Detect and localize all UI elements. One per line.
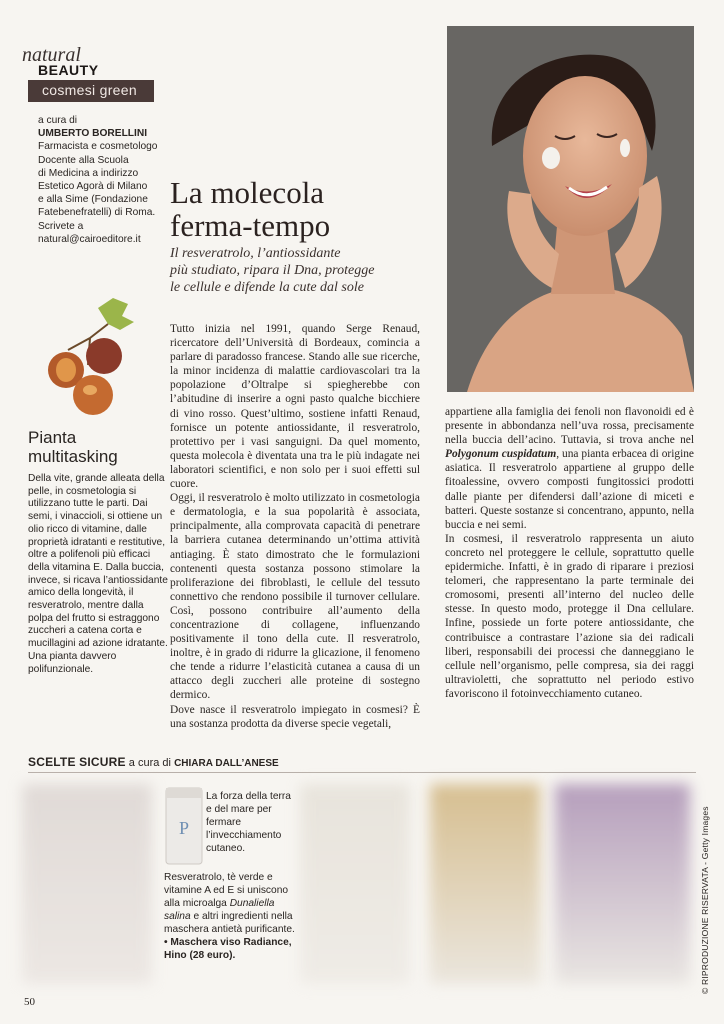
blurred-product-1 (22, 784, 152, 984)
curator-line: di Medicina a indirizzo (38, 167, 139, 179)
blurred-product-4 (430, 784, 540, 984)
curator-line: Farmacista e cosmetologo (38, 141, 158, 153)
article-column-2 (445, 405, 694, 701)
subtitle-line: più studiato, ripara il Dna, protegge (170, 263, 375, 278)
product-headline: La forza della terra e del mare per fermare l’invecchiamento cutaneo. (206, 791, 291, 854)
curator-line: Scrivete a (38, 220, 84, 232)
body-text: appartiene alla famiglia dei fenoli non flavonoidi ed è presente in abbondanza nell’uva rossa, precisamente nella buccia dell’acino. Tuttavia, si trova anche nel (445, 406, 694, 447)
sidebar-text: Della vite, grande alleata della pelle, in cosmetologia si utilizzano tutte le parti. Dai semi, i vinaccioli, si ottiene un olio ricco di vitamine, dalle proprietà idratanti e restitutive, oltre a polifenoli più efficaci della vitamina E. Dalla buccia, invece, si ricava l’antiossidante amico della longevità, il resveratrolo, mentre dalla polpa del frutto si estraggono zuccheri a catena corta e mucillagini ad azione idratante. Una pianta davvero polifunzionale. (28, 473, 168, 675)
curator-email[interactable]: natural@cairoeditore.it (38, 233, 141, 245)
blurred-product-5 (555, 784, 690, 984)
page-number: 50 (24, 996, 35, 1008)
body-paragraph: Tutto inizia nel 1991, quando Serge Renaud, ricercatore dell’Università di Bordeaux, comincia a parlare di paradosso francese. Stando alle sue ricerche, la minor incidenza di malattie cardiovascolari tra la popolazione d’Oltralpe si spiegherebbe con l’abitudine di inserire a ogni pasto qualche bicchiere di vino rosso. Quest’ultimo, sostiene infatti Renaud, fornisce un potente antiossidante, il resveratrolo, protettivo per i vasi sanguigni. Da quel momento, questa molecola è diventata una tra le più indagate nei laboratori scientifici, e non solo per i suoi effetti sul cuore. (170, 323, 420, 491)
subtitle-line: le cellule e difende la cute dal sole (170, 280, 364, 295)
product-name: • Maschera viso Radiance, Hino (28 euro). (164, 937, 292, 961)
body-text: , una pianta erbacea di origine asiatica. Il resveratrolo appartiene al gruppo delle fitoalessine, ovvero composti fungitossici prodotti dalle piante per difendersi dall’azione di miceti e batteri. Queste sostanze si concentrano, appunto, nella buccia e nei semi. (445, 448, 694, 531)
title-line: La molecola (170, 175, 325, 210)
scelte-label: SCELTE SICURE (28, 755, 126, 769)
product-alga: Dunaliella salina (164, 898, 275, 922)
scelte-sicure-header (28, 755, 279, 769)
curator-intro: a cura di (38, 115, 78, 126)
curator-name: UMBERTO BORELLINI (38, 128, 148, 140)
photo-credit: © RIPRODUZIONE RISERVATA - Getty Images (700, 806, 710, 994)
blurred-product-3 (300, 784, 410, 984)
divider (28, 772, 696, 773)
sidebar-title-line: multitasking (28, 447, 118, 466)
product-logo: P (178, 818, 190, 838)
curator-block (38, 114, 174, 246)
product-jar-image (164, 786, 204, 866)
product-text: Resveratrolo, tè verde e vitamine A ed E si uniscono alla microalga (164, 872, 289, 909)
body-paragraph (445, 405, 694, 532)
section-label-natural: natural (22, 44, 81, 66)
subtitle-line: Il resveratrolo, l’antiossidante (170, 246, 341, 261)
article-title (170, 176, 440, 242)
body-paragraph: Dove nasce il resveratrolo impiegato in cosmesi? È una sostanza prodotta da diverse specie vegetali, (170, 703, 420, 730)
woman-portrait-photo (447, 26, 694, 392)
curator-line: e alla Sime (Fondazione (38, 194, 148, 206)
body-paragraph: Oggi, il resveratrolo è molto utilizzato in cosmetologia e dermatologia, e la sua popolarità è associata, principalmente, alla comprovata capacità di penetrare la barriera cutanea determinando un’ottima attività antiaging. È stato dimostrato che le formulazioni contenenti questa sostanza possono stimolare la proliferazione dei fibroblasti, le cellule del tessuto connettivo che rendono possibile il turnover cellulare. Così, possono contribuire all’aumento della concentrazione di collagene, influenzando positivamente il tono della cute. Il resveratrolo, inoltre, è in grado di ridurre la glicazione, il fenomeno che tende a ridurre l’elasticità cutanea a causa di un attacco degli zuccheri alle proteine di sostegno dermico. (170, 492, 420, 702)
sidebar-title (28, 428, 168, 466)
curator-line: Estetico Agorà di Milano (38, 181, 148, 193)
curator-line: Fatebenefratelli) di Roma. (38, 207, 156, 219)
sidebar-title-line: Pianta (28, 428, 77, 447)
section-label-beauty: BEAUTY (38, 62, 99, 78)
plant-name: Polygonum cuspidatum (445, 448, 557, 461)
scelte-by-name: CHIARA DALL’ANESE (174, 758, 279, 769)
product-text: e altri ingredienti nella maschera antietà purificante. (164, 911, 295, 935)
product-description (164, 871, 298, 962)
curator-line: Docente alla Scuola (38, 154, 129, 166)
scelte-by-intro: a cura di (128, 757, 171, 769)
body-paragraph: In cosmesi, il resveratrolo rappresenta un aiuto concreto nel proteggere le cellule, soprattutto quelle epidermiche. Infatti, è in grado di riparare i preziosi telomeri, che rappresentano la parte terminale dei cromosomi, presenti all’interno del nucleo delle stesse. In questo modo, protegge il Dna cellulare. Infine, possiede un forte potere antiossidante, che contribuisce a contrastare l’azione sia dei radicali liberi, responsabili dei processi che danneggiano le cellule nell’organismo, pelle compresa, sia dei raggi ultravioletti, che soprattutto nel periodo estivo favoriscono il fotoinvecchiamento cutaneo. (445, 532, 694, 700)
article-subtitle (170, 245, 430, 296)
article-column-1 (170, 322, 420, 731)
title-line: ferma-tempo (170, 208, 331, 243)
grapes-illustration (38, 290, 158, 422)
section-subtitle-bar: cosmesi green (28, 80, 154, 102)
